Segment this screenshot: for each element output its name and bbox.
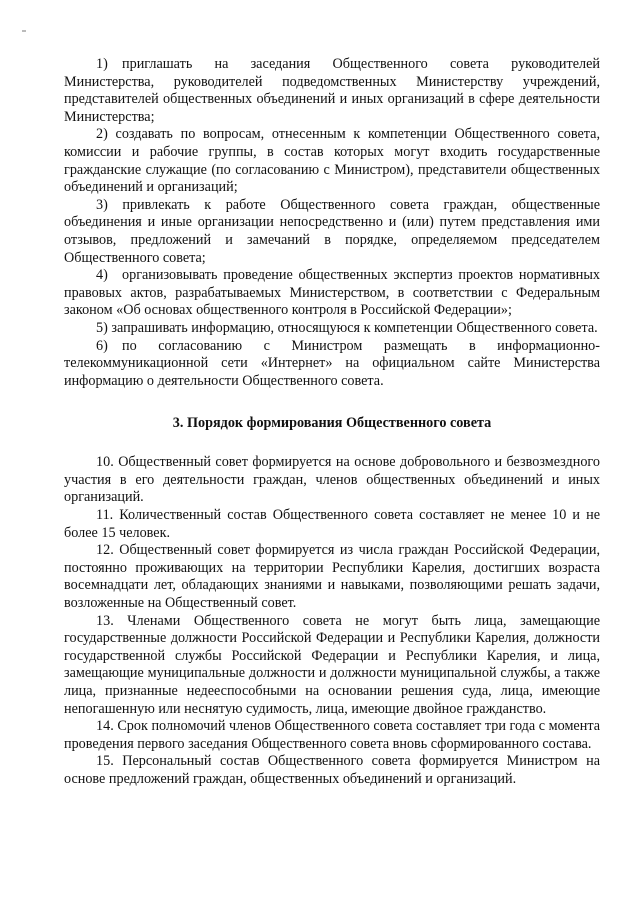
section-paragraph: 13. Членами Общественного совета не могут быть лица, замещающие государственные должности Российской Федерации и Республики Карелия, должности государственной службы Российской Федерации и Республики Карелия, и лица, замещающие муниципальные должности и должности муниципальной службы, а также лица, признанные недееспособными на основании решения суда, лица, имеющие непогашенную или неснятую судимость, лица, имеющие двойное гражданство. bbox=[64, 612, 600, 717]
powers-list bbox=[64, 56, 600, 390]
section-paragraph: 12. Общественный совет формируется из числа граждан Российской Федерации, постоянно проживающих на территории Республики Карелия, достигших возраста восемнадцати лет, обладающих знаниями и навыками, позволяющими решать задачи, возложенные на Общественный совет. bbox=[64, 542, 600, 612]
list-item: 4) организовывать проведение общественных экспертиз проектов нормативных правовых актов, разрабатываемых Министерством, в соответствии с Федеральным законом «Об основах общественного контроля в Российской Федерации»; bbox=[64, 267, 600, 319]
list-item: 6) по согласованию с Министром размещать в информационно-телекоммуникационной сети «Интернет» на официальном сайте Министерства информацию о деятельности Общественного совета. bbox=[64, 337, 600, 389]
list-item: 5) запрашивать информацию, относящуюся к компетенции Общественного совета. bbox=[96, 319, 598, 336]
list-item: 2) создавать по вопросам, отнесенным к компетенции Общественного совета, комиссии и рабочие группы, в состав которых могут входить государственные гражданские служащие (по согласованию с Министром), представители общественных объединений и организаций; bbox=[64, 126, 600, 196]
list-item: 3) привлекать к работе Общественного совета граждан, общественные объединения и иные организации непосредственно и (или) путем представления ими отзывов, предложений и замечаний в порядке, определяемом председателем Общественного совета; bbox=[64, 196, 600, 266]
section-paragraph: 15. Персональный состав Общественного совета формируется Министром на основе предложений граждан, общественных объединений и организаций. bbox=[64, 753, 600, 787]
section-paragraph: 11. Количественный состав Общественного совета составляет не менее 10 и не более 15 человек. bbox=[64, 507, 600, 541]
section-paragraph: 14. Срок полномочий членов Общественного совета составляет три года с момента проведения первого заседания Общественного совета вновь сформированного состава. bbox=[64, 718, 600, 752]
scan-mark bbox=[22, 30, 26, 32]
section-heading: 3. Порядок формирования Общественного совета bbox=[172, 415, 492, 432]
section-paragraph: 10. Общественный совет формируется на основе добровольного и безвозмездного участия в его деятельности граждан, членов общественных объединений и иных организаций. bbox=[64, 454, 600, 506]
list-item: 1) приглашать на заседания Общественного совета руководителей Министерства, руководителей подведомственных Министерству учреждений, представителей общественных объединений и иных организаций в сфере деятельности Министерства; bbox=[64, 56, 600, 125]
section-body bbox=[64, 454, 600, 788]
